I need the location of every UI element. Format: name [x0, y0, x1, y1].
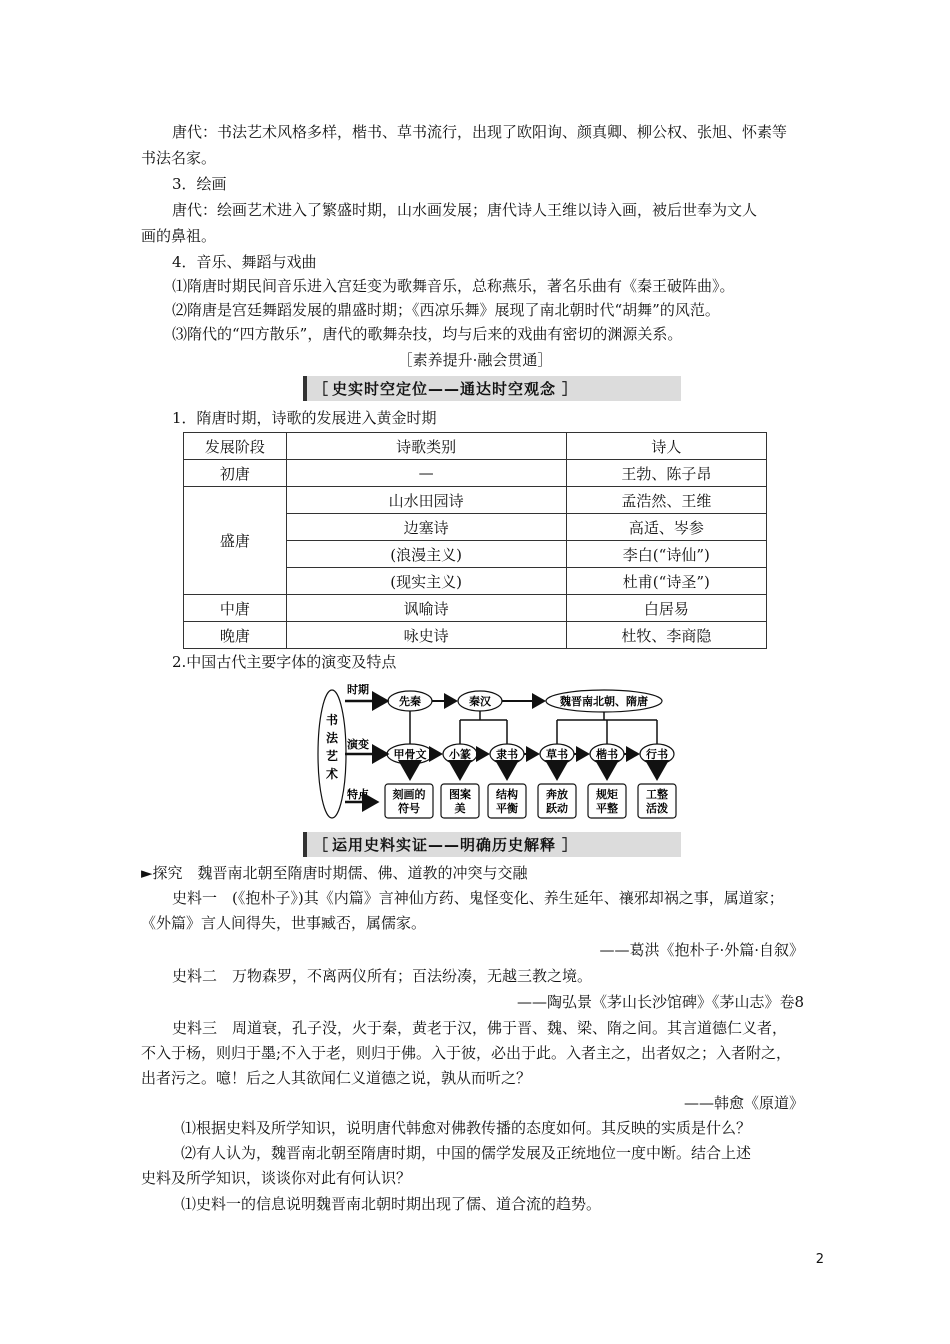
bracket-close: ］ — [562, 380, 578, 398]
body-text: 唐代：绘画艺术进入了繁盛时期，山水画发展；唐代诗人王维以诗入画，被后世奉为文人 — [172, 201, 758, 219]
source-text: 《外篇》言人间得失，世事臧否，属儒家。 — [141, 914, 427, 932]
table-cell: 李白(“诗仙”) — [566, 541, 766, 568]
script-label: 小篆 — [449, 748, 471, 761]
feature-label: 规矩 — [596, 788, 618, 801]
list-item: ⑴隋唐时期民间音乐进入宫廷变为歌舞音乐，总称燕乐，著名乐曲有《秦王破阵曲》。 — [172, 277, 735, 295]
poetry-table — [183, 432, 767, 649]
body-text: 画的鼻祖。 — [141, 227, 217, 245]
table-cell: 杜甫(“诗圣”) — [566, 568, 766, 595]
period-label: 秦汉 — [469, 695, 491, 708]
table-cell: (现实主义) — [286, 568, 566, 595]
table-cell: 杜牧、李商隐 — [566, 622, 766, 649]
citation: ——葛洪《抱朴子·外篇·自叙》 — [599, 941, 804, 959]
banner-title: 运用史料实证——明确历史解释 — [332, 836, 557, 854]
row-label: 演变 — [347, 738, 369, 751]
feature-label: 平整 — [596, 802, 618, 815]
body-text: 唐代：书法艺术风格多样，楷书、草书流行，出现了欧阳询、颜真卿、柳公权、张旭、怀素等 — [172, 123, 788, 141]
feature-label: 符号 — [398, 802, 420, 815]
subheading: 3．绘画 — [172, 175, 227, 193]
root-char: 艺 — [325, 749, 339, 763]
feature-label: 奔放 — [546, 788, 568, 801]
table-row — [184, 460, 767, 487]
question: ⑴根据史料及所学知识，说明唐代韩愈对佛教传播的态度如何。其反映的实质是什么？ — [181, 1119, 752, 1137]
table-cell: 孟浩然、王维 — [566, 487, 766, 514]
feature-label: 工整 — [646, 788, 668, 801]
feature-label: 刻画的 — [392, 788, 426, 801]
source-text: 出者污之。噫！后之人其欲闻仁义道德之说，孰从而听之？ — [141, 1069, 532, 1087]
question: ⑵有人认为，魏晋南北朝至隋唐时期，中国的儒学发展及正统地位一度中断。结合上述 — [181, 1144, 752, 1162]
script-evolution-diagram — [317, 684, 689, 820]
script-label: 隶书 — [496, 748, 518, 761]
table-cell: 山水田园诗 — [286, 487, 566, 514]
feature-label: 美 — [454, 802, 466, 815]
table-cell: 边塞诗 — [286, 514, 566, 541]
table-header: 诗歌类别 — [286, 433, 566, 460]
table-cell: 咏史诗 — [286, 622, 566, 649]
table-header: 诗人 — [566, 433, 766, 460]
root-char: 书 — [325, 713, 339, 727]
table-cell: 初唐 — [184, 460, 287, 487]
table-cell: 王勃、陈子昂 — [566, 460, 766, 487]
script-label: 草书 — [546, 748, 568, 761]
table-cell: 高适、岑参 — [566, 514, 766, 541]
source-text: 史料三 周道衰，孔子没，火于秦，黄老于汉，佛于晋、魏、梁、隋之间。其言道德仁义者， — [172, 1019, 788, 1037]
bracket-open: ［ — [313, 836, 329, 854]
page-number: 2 — [815, 1252, 824, 1267]
list-item: ⑵隋唐是宫廷舞蹈发展的鼎盛时期；《西凉乐舞》展现了南北朝时代“胡舞”的风范。 — [172, 301, 720, 319]
feature-label: 平衡 — [496, 802, 518, 815]
bracket-close: ］ — [562, 836, 578, 854]
table-row — [184, 487, 767, 514]
section-heading: ［素养提升·融会贯通］ — [397, 351, 553, 369]
feature-label: 图案 — [449, 788, 471, 801]
question: 史料及所学知识，谈谈你对此有何认识？ — [141, 1169, 412, 1187]
row-label: 特点 — [347, 788, 369, 801]
root-char: 术 — [325, 767, 339, 781]
period-label: 先秦 — [399, 695, 421, 708]
table-header-row — [184, 433, 767, 460]
period-label: 魏晋南北朝、隋唐 — [560, 695, 648, 708]
section-banner — [303, 376, 681, 401]
feature-label: 活泼 — [646, 802, 668, 815]
table-cell: 讽喻诗 — [286, 595, 566, 622]
feature-label: 跃动 — [546, 802, 568, 815]
table-row — [184, 595, 767, 622]
table-cell: 中唐 — [184, 595, 287, 622]
citation: ——陶弘景《茅山长沙馆碑》《茅山志》卷8 — [516, 993, 804, 1011]
section-banner — [303, 832, 681, 857]
source-text: 不入于杨，则归于墨;不入于老，则归于佛。入于彼，必出于此。入者主之，出者奴之；入者附之， — [141, 1044, 792, 1062]
explore-heading: ►探究 魏晋南北朝至隋唐时期儒、佛、道教的冲突与交融 — [141, 864, 528, 882]
banner-title: 史实时空定位——通达时空观念 — [332, 380, 557, 398]
bracket-open: ［ — [313, 380, 329, 398]
script-label: 行书 — [646, 748, 668, 761]
body-text: 书法名家。 — [141, 149, 217, 167]
table-header: 发展阶段 — [184, 433, 287, 460]
subheading: 4．音乐、舞蹈与戏曲 — [172, 253, 317, 271]
script-label: 楷书 — [596, 748, 618, 761]
root-char: 法 — [325, 731, 339, 745]
row-label: 时期 — [347, 684, 369, 696]
table-cell: — — [286, 460, 566, 487]
citation: ——韩愈《原道》 — [683, 1094, 804, 1112]
table-cell: 白居易 — [566, 595, 766, 622]
list-item: ⑶隋代的“四方散乐”，唐代的歌舞杂技，均与后来的戏曲有密切的渊源关系。 — [172, 325, 683, 343]
feature-label: 结构 — [496, 788, 518, 801]
answer: ⑴史料一的信息说明魏晋南北朝时期出现了儒、道合流的趋势。 — [181, 1195, 602, 1213]
subheading: 1．隋唐时期，诗歌的发展进入黄金时期 — [172, 409, 437, 427]
subheading: 2.中国古代主要字体的演变及特点 — [172, 653, 397, 671]
table-row — [184, 622, 767, 649]
source-text: 史料二 万物森罗，不离两仪所有；百法纷凑，无越三教之境。 — [172, 967, 593, 985]
table-cell: 盛唐 — [184, 487, 287, 595]
source-text: 史料一 (《抱朴子》)其《内篇》言神仙方药、鬼怪变化、养生延年、禳邪却祸之事，属道家； — [172, 889, 784, 907]
table-cell: (浪漫主义) — [286, 541, 566, 568]
script-label: 甲骨文 — [393, 748, 427, 761]
table-cell: 晚唐 — [184, 622, 287, 649]
